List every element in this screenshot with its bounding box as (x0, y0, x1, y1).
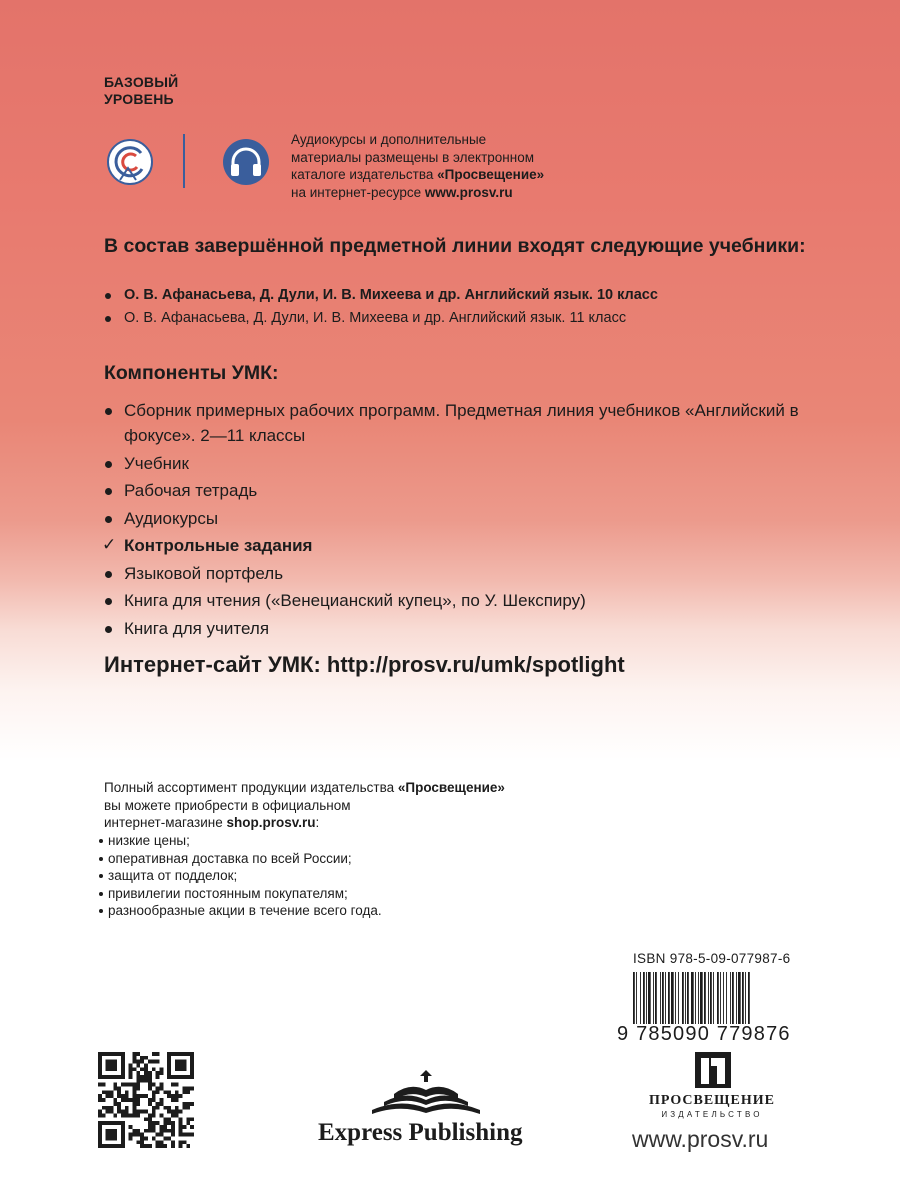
headphones-icon (222, 138, 270, 186)
prosveshchenie-logo-icon (693, 1050, 733, 1090)
umk-item-textbook: Учебник (104, 451, 824, 476)
umk-title: Компоненты УМК: (104, 362, 279, 384)
audio-info-line1: Аудиокурсы и дополнительные (291, 132, 487, 147)
level-line2: УРОВЕНЬ (104, 91, 174, 107)
publisher-name: «Просвещение» (437, 167, 545, 182)
book-item-10: О. В. Афанасьева, Д. Дули, И. В. Михеева и др. Английский язык. 10 класс (104, 284, 658, 307)
qr-code-icon (98, 1052, 194, 1148)
books-list (104, 284, 658, 330)
shop-line1-text: Полный ассортимент продукции издательства (104, 780, 398, 795)
shop-info (104, 779, 505, 832)
audio-info (291, 131, 544, 201)
umk-item-workbook: Рабочая тетрадь (104, 478, 824, 503)
prosveshchenie-name: ПРОСВЕЩЕНИЕ (648, 1093, 776, 1108)
umk-item-teacher-book: Книга для учителя (104, 616, 824, 641)
publisher-url: www.prosv.ru (424, 184, 513, 200)
umk-website: Интернет-сайт УМК: http://prosv.ru/umk/spotlight (104, 652, 625, 677)
level-line1: БАЗОВЫЙ (104, 74, 179, 90)
shop-url: shop.prosv.ru (226, 815, 316, 830)
umk-item-tests (104, 533, 824, 558)
barcode-number: 9 785090 779876 (617, 1023, 791, 1045)
certification-icon (106, 138, 154, 186)
umk-list (104, 398, 824, 643)
check-mark-icon: ✓ (102, 535, 117, 555)
shop-benefits-list (99, 832, 382, 920)
shop-benefit: защита от подделок; (99, 867, 382, 885)
shop-line3 (104, 814, 505, 832)
umk-item-portfolio: Языковой портфель (104, 561, 824, 586)
subject-line-title: В состав завершённой предметной линии входят следующие учебники: (104, 235, 806, 257)
shop-benefit: низкие цены; (99, 832, 382, 850)
audio-info-line4 (291, 184, 544, 202)
shop-benefit: разнообразные акции в течение всего года. (99, 902, 382, 920)
level-label (104, 74, 178, 108)
umk-item-reader: Книга для чтения («Венецианский купец», по У. Шекспиру) (104, 588, 824, 613)
shop-line2: вы можете приобрести в официальном (104, 797, 351, 813)
shop-benefit: оперативная доставка по всей России; (99, 850, 382, 868)
book-item-11: О. В. Афанасьева, Д. Дули, И. В. Михеева и др. Английский язык. 11 класс (104, 307, 658, 330)
shop-benefit: привилегии постоянным покупателям; (99, 885, 382, 903)
shop-line3-colon: : (315, 815, 320, 830)
audio-info-line4-text: на интернет-ресурсе (291, 184, 425, 200)
express-publishing-name: Express Publishing (318, 1119, 523, 1146)
audio-info-line3-text: каталоге издательства (291, 167, 438, 182)
shop-line3-text: интернет-магазине (104, 815, 227, 830)
prosveshchenie-subtitle: ИЗДАТЕЛЬСТВО (661, 1110, 763, 1119)
umk-item-tests-label: Контрольные задания (124, 536, 313, 555)
umk-item-programs: Сборник примерных рабочих программ. Предметная линия учебников «Английский в фокусе». 2—11 классы (104, 398, 824, 448)
isbn-label: ISBN 978-5-09-077987-6 (633, 951, 791, 966)
express-publishing-logo-icon (364, 1064, 488, 1118)
audio-info-line2: материалы размещены в электронном (291, 149, 534, 165)
shop-line1 (104, 779, 505, 797)
icon-divider (183, 134, 185, 188)
prosveshchenie-url: www.prosv.ru (632, 1126, 769, 1152)
audio-info-line3 (291, 166, 544, 184)
umk-item-audio: Аудиокурсы (104, 506, 824, 531)
barcode (632, 972, 788, 1024)
shop-publisher-name: «Просвещение» (397, 780, 505, 795)
